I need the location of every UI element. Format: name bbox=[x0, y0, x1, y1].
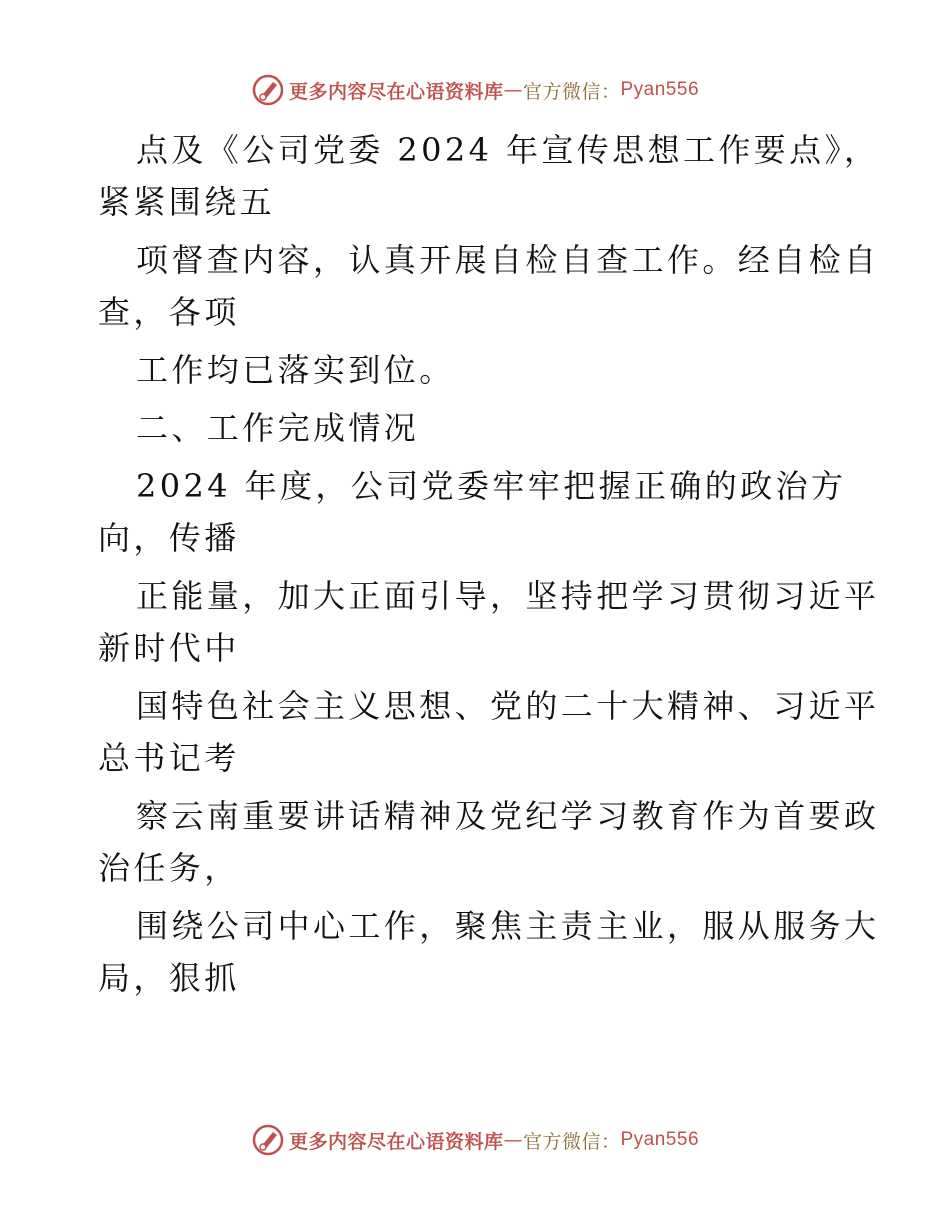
text-line: 2024 年度，公司党委牢牢把握正确的政治方 bbox=[136, 467, 847, 505]
footer-watermark bbox=[0, 1120, 950, 1160]
watermark-title: 更多内容尽在心语资料库 bbox=[288, 1130, 504, 1153]
text-line: 国特色社会主义思想、党的二十大精神、习近平 bbox=[136, 687, 880, 725]
watermark-wechat-id: Pyan556 bbox=[620, 1129, 700, 1150]
text-line: 围绕公司中心工作，聚焦主责主业，服从服务大 bbox=[136, 907, 880, 945]
text-line: 向，传播 bbox=[98, 519, 240, 557]
text-line: 局，狠抓 bbox=[98, 959, 240, 997]
watermark-wechat-id: Pyan556 bbox=[620, 79, 700, 100]
pen-logo-icon bbox=[251, 1123, 285, 1157]
text-line: 项督查内容，认真开展自检自查工作。经自检自 bbox=[136, 241, 880, 279]
text-line: 总书记考 bbox=[98, 739, 240, 777]
text-line: 紧紧围绕五 bbox=[98, 183, 276, 221]
watermark-title: 更多内容尽在心语资料库 bbox=[288, 80, 504, 103]
watermark-dash: — bbox=[503, 79, 523, 101]
text-line: 察云南重要讲话精神及党纪学习教育作为首要政 bbox=[136, 797, 880, 835]
section-heading: 二、工作完成情况 bbox=[136, 409, 420, 447]
text-line: 点及《公司党委 2024 年宣传思想工作要点》， bbox=[136, 131, 880, 169]
document-body bbox=[98, 124, 880, 1004]
text-line: 正能量，加大正面引导，坚持把学习贯彻习近平 bbox=[136, 577, 880, 615]
watermark-wechat-label: 官方微信： bbox=[522, 80, 621, 103]
header-watermark bbox=[0, 70, 950, 110]
text-line: 治任务， bbox=[98, 849, 240, 887]
pen-logo-icon bbox=[251, 73, 285, 107]
text-line: 查，各项 bbox=[98, 293, 240, 331]
watermark-dash: — bbox=[503, 1129, 523, 1151]
watermark-wechat-label: 官方微信： bbox=[522, 1130, 621, 1153]
text-line: 工作均已落实到位。 bbox=[136, 351, 455, 389]
text-line: 新时代中 bbox=[98, 629, 240, 667]
